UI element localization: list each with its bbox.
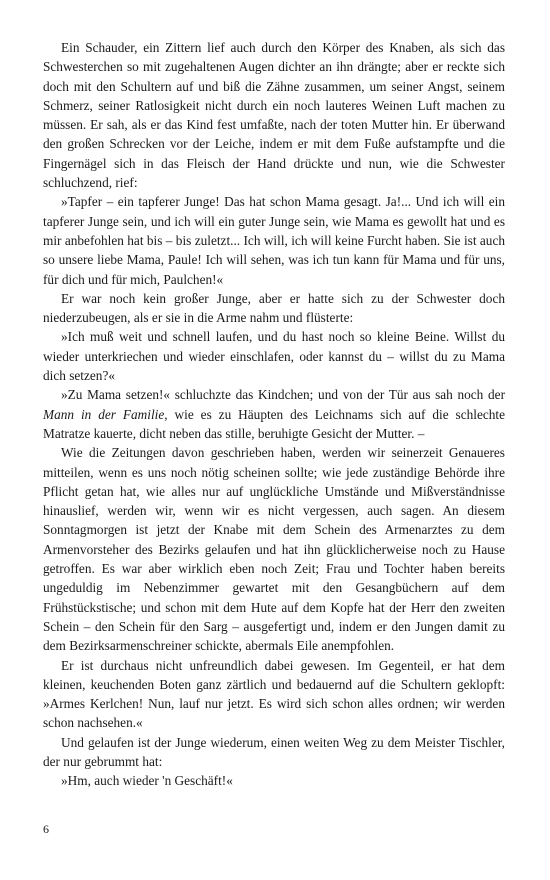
paragraph-9: »Hm, auch wieder 'n Geschäft!« xyxy=(61,773,233,789)
paragraph-7: Er ist durchaus nicht unfreundlich dabei gewesen. Im Gegenteil, er hat dem kleinen, keuchenden Boten ganz zärtlich und bedauernd auf die Schultern geklopft: »Armes Kerlchen! Nun, lauf nur jetzt. Es wird sich schon alles ordnen; wir werden schon nachsehen.« xyxy=(43,657,505,731)
paragraph-5-after: wie es zu Häupten des Leichnams sich auf die schlechte Matratze kauerte, dicht neben das stille, beruhigte Gesicht der Mutter. – xyxy=(43,406,505,441)
paragraph-4: »Ich muß weit und schnell laufen, und du hast noch so kleine Beine. Willst du wieder unterkriechen und wieder einschlafen, oder kannst du – willst du zu Mama dich setzen?« xyxy=(43,329,505,384)
paragraph-5 xyxy=(43,385,505,443)
paragraph-2: »Tapfer – ein tapferer Junge! Das hat schon Mama gesagt. Ja!... Und ich will ein tapferer Junge sein, und ich will ein guter Junge sein, wie Mama es gewollt hat und es mir anbefohlen hat bis – bis zuletzt... Ich will, ich will keine Furcht haben. Sie ist auch so unsere liebe Mama, Paule! Ich will sehen, was ich tun kann für Mama und für uns, für dich und für mich, Paulchen!« xyxy=(43,194,505,287)
book-page-text xyxy=(43,38,505,791)
paragraph-8: Und gelaufen ist der Junge wiederum, einen weiten Weg zu dem Meister Tischler, der nur gebrummt hat: xyxy=(43,734,505,769)
paragraph-5-italic: Mann in der Familie, xyxy=(43,406,168,422)
page-number: 6 xyxy=(43,822,49,836)
paragraph-3: Er war noch kein großer Junge, aber er hatte sich zu der Schwester doch niederzubeugen, als er sie in die Arme nahm und flüsterte: xyxy=(43,290,505,326)
paragraph-6: Wie die Zeitungen davon geschrieben haben, werden wir seinerzeit Genaueres mitteilen, wenn es uns noch nötig scheinen sollte; wie jede zuständige Behörde ihre Pflicht getan hat, wie alles nur auf unglückliche Umstände und Mißverständnisse hinauslief, werden wir, wenn wir es nicht vergessen, auch sagen. An diesem Sonntagmorgen ist jetzt der Knabe mit dem Schein des Armenarztes zu dem Armenvorsteher des Bezirks gelaufen und hat ihn glücklicherweise noch zu Hause getroffen. Es war aber wirklich eben noch Zeit; Frau und Tochter haben bereits ungeduldig im Nebenzimmer gewartet mit den Gesangbüchern auf dem Frühstückstische; und schon mit dem Hute auf dem Kopfe hat der Herr den zweiten Schein – den Schein für den Sarg – ausgefertigt und, indem er den Jungen damit zu dem Bezirksarmenschreiner schickte, abermals Eile anempfohlen. xyxy=(43,445,505,654)
paragraph-1: Ein Schauder, ein Zittern lief auch durch den Körper des Knaben, als sich das Schwesterchen so mit zugehaltenen Augen dichter an ihn drängte; aber er reckte sich doch mit den Schultern auf und biß die Zähne zusammen, um seiner Angst, seinem Schmerz, seiner Ratlosigkeit nicht durch ein noch lauteres Weinen Luft machen zu müssen. Er sah, als er das Kind fest umfaßte, nach der toten Mutter hin. Er überwand den großen Schrecken vor der Leiche, indem er mit dem Fuße aufstampfte und die Fingernägel sich in das Fleisch der Hand drückte und nun, wie die Schwester schluchzend, rief: xyxy=(43,40,505,191)
paragraph-5-before: »Zu Mama setzen!« schluchzte das Kindchen; und von der Tür aus sah noch der xyxy=(61,387,505,403)
